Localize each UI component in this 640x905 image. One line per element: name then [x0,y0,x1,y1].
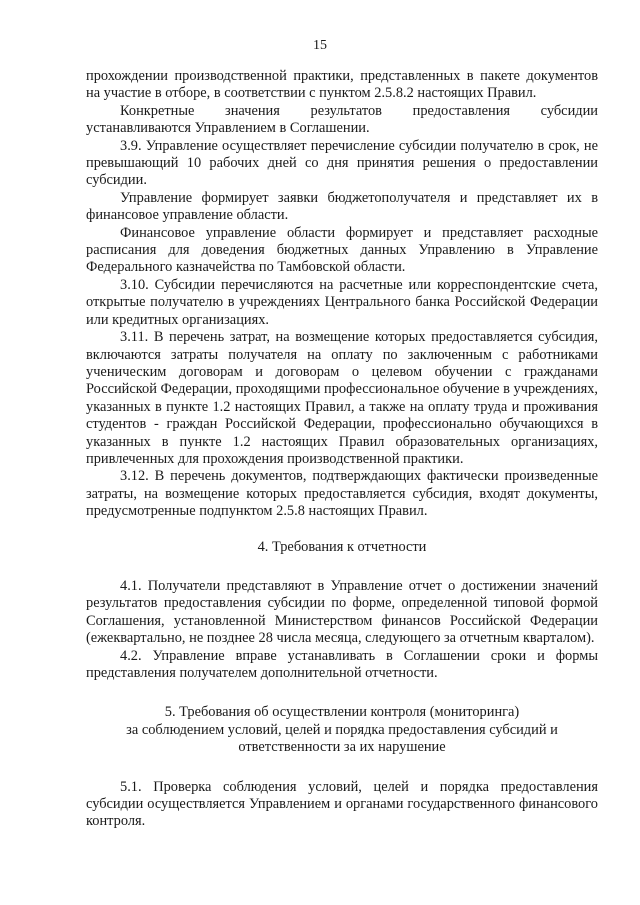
paragraph-3-9: 3.9. Управление осуществляет перечисление субсидии получателю в срок, не превышающий 10 рабочих дней со дня принятия решения о предоставлении субсидии. [86,137,598,189]
section-4-heading: 4. Требования к отчетности [257,538,427,555]
page-number: 15 [313,38,327,53]
paragraph-continuation: прохождении производственной практики, представленных в пакете документов на участие в отборе, в соответствии с пунктом 2.5.8.2 настоящих Правил. [86,68,598,102]
paragraph-finance-department: Финансовое управление области формирует и представляет расходные расписания для доведения бюджетных данных Управлению в Управление Федерального казначейства по Тамбовской области. [86,224,598,276]
paragraph-4-1: 4.1. Получатели представляют в Управление отчет о достижении значений результатов предоставления субсидии по форме, определенной типовой формой Соглашения, установленной Министерством финансов Российской Федерации (ежеквартально, не позднее 28 числа месяца, следующего за отчетным кварталом). [86,577,598,647]
section-5-heading-line-3: ответственности за их нарушение [238,739,446,756]
page-body [86,68,598,831]
paragraph-5-1: 5.1. Проверка соблюдения условий, целей и порядка предоставления субсидии осуществляется Управлением и органами государственного финансового контроля. [86,778,598,830]
paragraph-budget-requests: Управление формирует заявки бюджетополучателя и представляет их в финансовое управление области. [86,189,598,224]
paragraph-3-12: 3.12. В перечень документов, подтверждающих фактически произведенные затраты, на возмещение которых предоставляется субсидия, входят документы, предусмотренные подпунктом 2.5.8 настоящих Правил. [86,468,598,520]
section-5-heading-line-1: 5. Требования об осуществлении контроля (мониторинга) [164,704,520,721]
paragraph-4-2: 4.2. Управление вправе устанавливать в Соглашении сроки и формы представления получателем дополнительной отчетности. [86,647,598,681]
paragraph-3-11: 3.11. В перечень затрат, на возмещение которых предоставляется субсидия, включаются затраты получателя на оплату по заключенным с работниками ученическим договорам и договорам о целевом обучении с гражданами Российской Федерации, проходящими профессиональное обучение в учреждениях, указанных в пункте 1.2 настоящих Правил, а также на оплату труда и проживания студентов - граждан Российской Федерации, профессионально обучающихся в указанных в пункте 1.2 настоящих Правил образовательных организациях, привлеченных для прохождения производственной практики. [86,329,598,467]
paragraph-3-10: 3.10. Субсидии перечисляются на расчетные или корреспондентские счета, открытые получателю в учреждениях Центрального банка Российской Федерации или кредитных организациях. [86,276,598,328]
paragraph-results-values: Конкретные значения результатов предоставления субсидии устанавливаются Управлением в Соглашении. [86,102,598,137]
section-5-heading-line-2: за соблюдением условий, целей и порядка предоставления субсидий и [126,721,558,738]
